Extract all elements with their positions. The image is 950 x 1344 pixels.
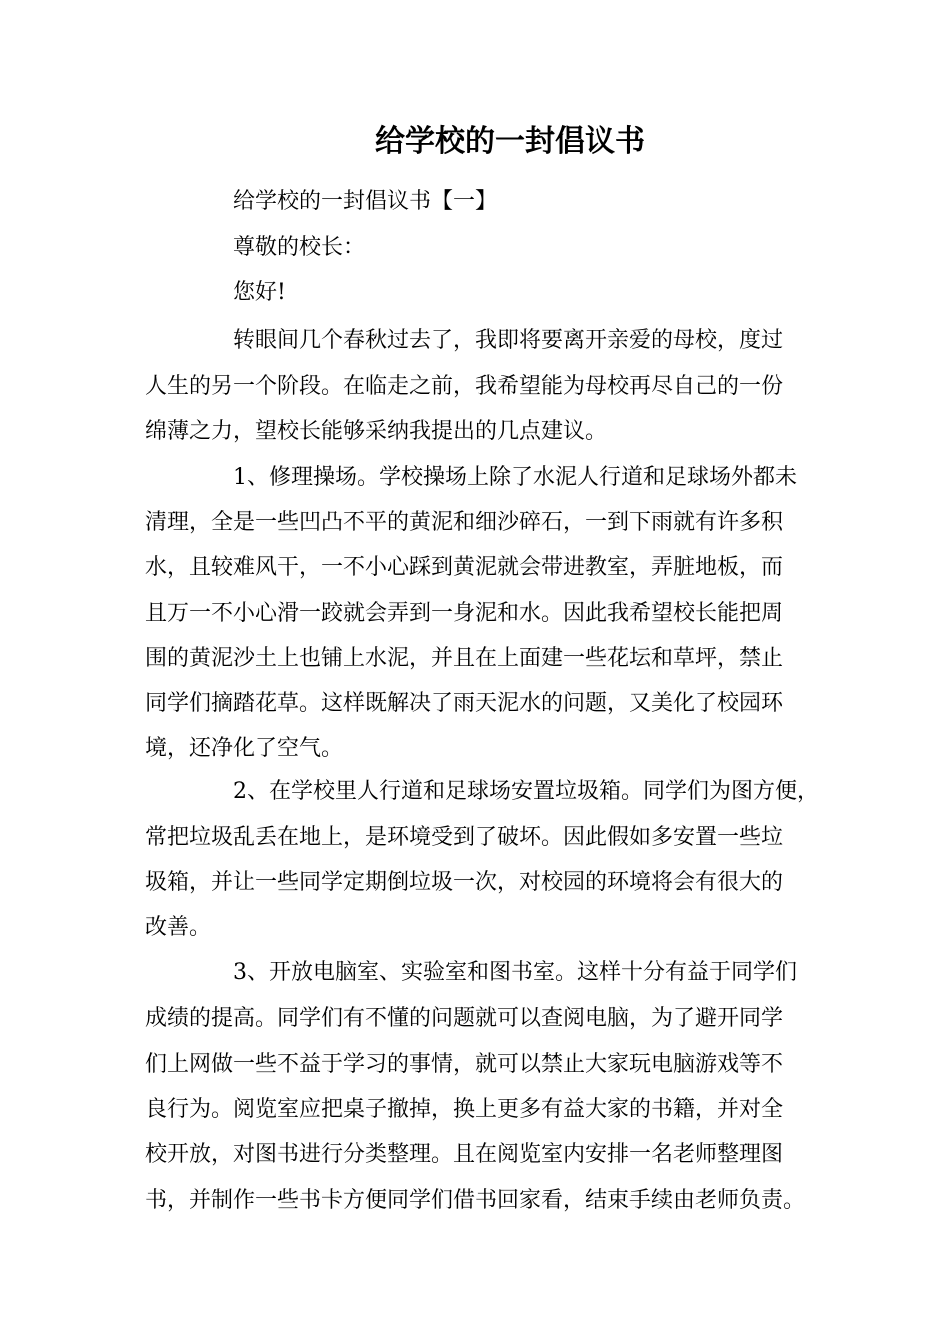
paragraph-line: 成绩的提高。同学们有不懂的问题就可以查阅电脑，为了避开同学 xyxy=(145,1006,784,1031)
paragraph-line: 改善。 xyxy=(145,915,212,940)
paragraph-line: 1、修理操场。学校操场上除了水泥人行道和足球场外都未 xyxy=(233,465,797,490)
paragraph-line: 们上网做一些不益于学习的事情，就可以禁止大家玩电脑游戏等不 xyxy=(145,1052,784,1077)
paragraph-line: 2、在学校里人行道和足球场安置垃圾箱。同学们为图方便， xyxy=(233,779,819,804)
paragraph-line: 书，并制作一些书卡方便同学们借书回家看，结束手续由老师负责。 xyxy=(145,1188,806,1213)
paragraph-line: 清理，全是一些凹凸不平的黄泥和细沙碎石，一到下雨就有许多积 xyxy=(145,510,784,535)
paragraph-line: 圾箱，并让一些同学定期倒垃圾一次，对校园的环境将会有很大的 xyxy=(145,870,784,895)
document-subtitle: 给学校的一封倡议书【一】 xyxy=(233,189,498,214)
paragraph-line: 3、开放电脑室、实验室和图书室。这样十分有益于同学们 xyxy=(233,960,797,985)
greeting: 您好! xyxy=(233,280,286,305)
paragraph-line: 围的黄泥沙土上也铺上水泥，并且在上面建一些花坛和草坪，禁止 xyxy=(145,646,784,671)
paragraph-line: 且万一不小心滑一跤就会弄到一身泥和水。因此我希望校长能把周 xyxy=(145,601,784,626)
salutation: 尊敬的校长： xyxy=(233,235,366,260)
paragraph-line: 水，且较难风干，一不小心踩到黄泥就会带进教室，弄脏地板，而 xyxy=(145,555,784,580)
paragraph-line: 良行为。阅览室应把桌子撤掉，换上更多有益大家的书籍，并对全 xyxy=(145,1097,784,1122)
paragraph-line: 常把垃圾乱丢在地上，是环境受到了破坏。因此假如多安置一些垃 xyxy=(145,825,784,850)
document-title: 给学校的一封倡议书 xyxy=(375,124,645,159)
paragraph-line: 校开放，对图书进行分类整理。且在阅览室内安排一名老师整理图 xyxy=(145,1142,784,1167)
paragraph-line: 同学们摘踏花草。这样既解决了雨天泥水的问题，又美化了校园环 xyxy=(145,691,784,716)
paragraph-line: 境，还净化了空气。 xyxy=(145,736,344,761)
paragraph-line: 转眼间几个春秋过去了，我即将要离开亲爱的母校，度过 xyxy=(233,328,784,353)
paragraph-line: 绵薄之力，望校长能够采纳我提出的几点建议。 xyxy=(145,419,608,444)
paragraph-line: 人生的另一个阶段。在临走之前，我希望能为母校再尽自己的一份 xyxy=(145,374,784,399)
